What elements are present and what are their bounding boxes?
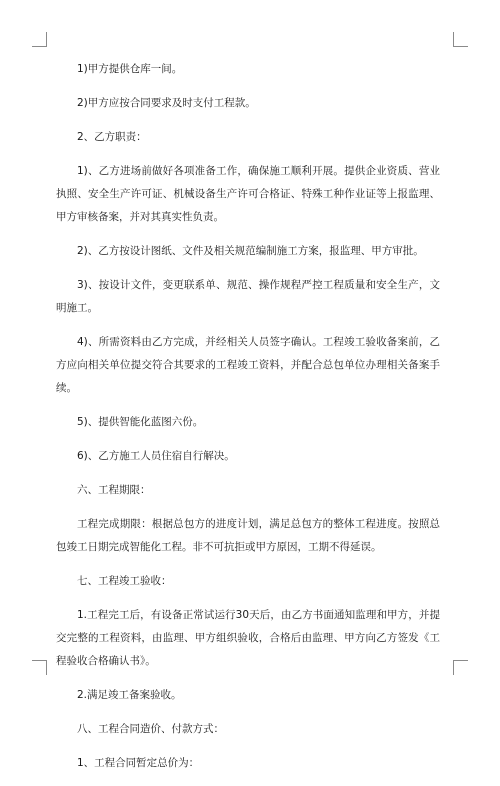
- paragraph: 1)、乙方进场前做好各项准备工作，确保施工顺利开展。提供企业资质、营业执照、安全生产许可证、机械设备生产许可合格证、特殊工种作业证等上报监理、甲方审核备案，并对其真实性负责。: [56, 165, 440, 223]
- paragraph: 6)、乙方施工人员住宿自行解决。: [77, 450, 235, 462]
- section-heading: 2、乙方职责：: [77, 131, 147, 143]
- paragraph: 4)、所需资料由乙方完成，并经相关人员签字确认。工程竣工验收备案前，乙方应向相关单位提交符合其要求的工程竣工资料，并配合总包单位办理相关备案手续。: [56, 336, 440, 394]
- paragraph: 3)、按设计文件，变更联系单、规范、操作规程严控工程质量和安全生产，文明施工。: [56, 279, 440, 314]
- paragraph: 2.满足竣工备案验收。: [77, 689, 182, 701]
- crop-mark-bottom-left: [32, 660, 47, 675]
- paragraph: 1)甲方提供仓库一间。: [77, 63, 183, 75]
- document-body: [56, 58, 440, 786]
- paragraph: 1.工程完工后，有设备正常试运行30天后，由乙方书面通知监理和甲方，并提交完整的工程资料，由监理、甲方组织验收，合格后由监理、甲方向乙方签发《工程验收合格确认书》。: [56, 609, 440, 667]
- crop-mark-bottom-right: [453, 660, 468, 675]
- paragraph: 2)、乙方按设计图纸、文件及相关规范编制施工方案，报监理、甲方审批。: [77, 245, 424, 257]
- paragraph: 5)、提供智能化蓝图六份。: [77, 416, 204, 428]
- crop-mark-top-left: [32, 32, 47, 47]
- section-heading: 六、工程期限：: [77, 484, 151, 496]
- paragraph: 1、工程合同暂定总价为：: [77, 757, 200, 769]
- paragraph: 2)甲方应按合同要求及时支付工程款。: [77, 97, 256, 109]
- paragraph: 工程完成期限：根据总包方的进度计划，满足总包方的整体工程进度。按照总包竣工日期完成智能化工程。非不可抗拒或甲方原因，工期不得延误。: [56, 518, 440, 553]
- section-heading: 七、工程竣工验收：: [77, 575, 172, 587]
- section-heading: 八、工程合同造价、付款方式：: [77, 723, 224, 735]
- crop-mark-top-right: [453, 32, 468, 47]
